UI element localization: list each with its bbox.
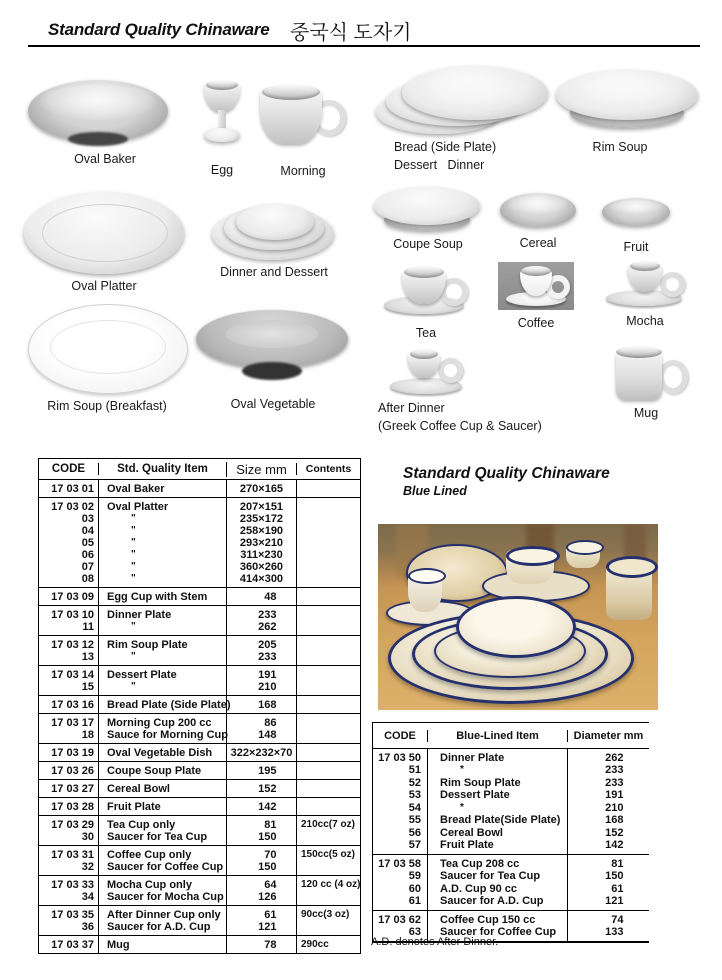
cell-line: 233 (605, 764, 624, 776)
table-cell-sizes (226, 606, 296, 635)
cell-line: 17 03 14 (51, 668, 94, 681)
cell-line: 121 (258, 920, 277, 933)
coupe-soup-label: Coupe Soup (393, 237, 463, 251)
table-cell-sizes (226, 936, 296, 953)
cell-line: Tea Cup 208 cc (440, 857, 520, 870)
table-section (39, 762, 360, 780)
cell-line: 191 (605, 789, 624, 801)
cell-line: Saucer for Coffee Cup (440, 926, 557, 938)
cell-line: Fruit Plate (440, 839, 494, 851)
cell-line: 57 (408, 839, 421, 851)
cell-line: Egg Cup with Stem (107, 590, 208, 603)
coffee-cup-image (498, 262, 574, 310)
cell-line: 59 (408, 870, 421, 882)
cell-line: 36 (81, 920, 94, 933)
fruit-bowl-image (602, 196, 670, 230)
cell-line: " (131, 650, 136, 662)
col-header-contents: Contents (296, 463, 360, 475)
cell-line: 81 (264, 818, 277, 831)
table-cell-sizes (226, 798, 296, 815)
cell-line: 18 (81, 728, 94, 741)
cell-line: " (131, 524, 136, 536)
table-cell-codes (39, 936, 98, 953)
table-cell-codes (39, 696, 98, 713)
bread-dessert-dinner-image (376, 64, 548, 136)
cell-line: Coupe Soup Plate (107, 764, 202, 777)
table-cell-items (98, 876, 226, 905)
cell-line: Dinner Plate (440, 751, 505, 764)
after-dinner-cup-image (390, 346, 464, 396)
cell-line: 74 (611, 913, 624, 926)
cell-line: " (131, 536, 136, 548)
table-cell-items (427, 749, 567, 854)
cell-line: 61 (264, 908, 277, 921)
bread-label-line1: Bread (Side Plate) (394, 140, 497, 154)
table-cell-contents (296, 606, 360, 635)
cell-line: 360×260 (239, 560, 284, 573)
table-cell-sizes (226, 588, 296, 605)
table-cell-contents (296, 714, 360, 743)
col-header-item: Std. Quality Item (98, 463, 226, 475)
cell-line: 34 (81, 890, 94, 903)
cell-line: 17 03 10 (51, 608, 94, 621)
cell-line: 207×151 (239, 500, 284, 513)
cell-line: * (460, 764, 464, 775)
cell-line: 210 (258, 680, 277, 693)
cell-line: A.D. Cup 90 cc (440, 882, 518, 895)
table-cell-contents (296, 846, 360, 875)
table-section (39, 636, 360, 666)
cereal-bowl-image (500, 191, 576, 233)
photo-front-bowl (456, 596, 576, 658)
cell-line: 150cc(5 oz) (301, 848, 355, 860)
cell-line: 17 03 35 (51, 908, 94, 921)
table-section (39, 876, 360, 906)
cell-line: 17 03 27 (51, 782, 94, 795)
cell-line: 70 (264, 848, 277, 861)
cell-line: Coffee Cup only (107, 848, 192, 861)
table-cell-codes (39, 816, 98, 845)
cell-line: 78 (264, 938, 277, 951)
table-cell-items (98, 906, 226, 935)
table-cell-contents (296, 480, 360, 497)
cell-line: 210cc(7 oz) (301, 818, 355, 830)
cell-line: 32 (81, 860, 94, 873)
table-cell-sizes (226, 762, 296, 779)
bread-label-line2: Dessert Dinner (394, 158, 485, 172)
col-header-size: Size mm (226, 462, 296, 477)
table-cell-codes (39, 636, 98, 665)
cell-line: 90cc(3 oz) (301, 908, 350, 920)
cell-line: 322×232×70 (230, 746, 293, 759)
table-cell-contents (296, 816, 360, 845)
table-section (39, 588, 360, 606)
cell-line: 17 03 58 (378, 857, 421, 870)
table-cell-sizes (226, 636, 296, 665)
cell-line: 17 03 62 (378, 913, 421, 926)
cell-line: 191 (258, 668, 277, 681)
table-cell-codes (39, 798, 98, 815)
table-cell-sizes (226, 906, 296, 935)
blue-table-body (373, 749, 649, 941)
table-section (39, 780, 360, 798)
cell-line: 07 (81, 560, 94, 573)
cell-line: Rim Soup Plate (440, 776, 521, 789)
table-cell-sizes (226, 876, 296, 905)
mug-label: Mug (633, 406, 659, 420)
table-cell-items (98, 588, 226, 605)
table-cell-contents (296, 936, 360, 953)
table-cell-contents (296, 876, 360, 905)
col-header-code: CODE (384, 729, 416, 742)
cell-line: 17 03 19 (51, 746, 94, 759)
cell-line: 05 (81, 536, 94, 549)
cell-line: 168 (605, 814, 624, 826)
cell-line: Tea Cup only (107, 818, 176, 831)
table-cell-sizes (226, 846, 296, 875)
cell-line: 60 (408, 882, 421, 895)
oval-platter-label: Oval Platter (71, 279, 137, 293)
cell-line: " (131, 512, 136, 524)
table-cell-codes (39, 906, 98, 935)
cell-line: 152 (258, 782, 277, 795)
table-cell-items (98, 936, 226, 953)
cell-line: 17 03 28 (51, 800, 94, 813)
cell-line: 61 (611, 882, 624, 895)
oval-platter-image (24, 192, 184, 274)
morning-label: Morning (280, 164, 326, 178)
table-cell-contents (296, 666, 360, 695)
cell-line: Cereal Bowl (107, 782, 170, 795)
cell-line: Dinner Plate (107, 608, 172, 621)
table-cell-items (98, 798, 226, 815)
table-cell-codes (39, 780, 98, 797)
cell-line: Bread Plate(Side Plate) (440, 814, 561, 826)
table-cell-items (98, 846, 226, 875)
cell-line: 17 03 09 (51, 590, 94, 603)
cell-line: 17 03 12 (51, 638, 94, 651)
after-dinner-label-line2: (Greek Coffee Cup & Saucer) (378, 419, 542, 433)
cell-line: Saucer for A.D. Cup (440, 895, 544, 907)
table-cell-sizes (226, 696, 296, 713)
cell-line: 56 (408, 826, 421, 839)
table-cell-sizes (226, 816, 296, 845)
table-cell-items (98, 666, 226, 695)
cell-line: 08 (81, 572, 94, 585)
std-quality-table (38, 458, 361, 954)
cell-line: 233 (258, 650, 277, 663)
cell-line: Saucer for Coffee Cup (107, 860, 224, 873)
table-section (39, 798, 360, 816)
table-cell-codes (373, 855, 427, 910)
table-cell-contents (296, 588, 360, 605)
table-cell-items (98, 780, 226, 797)
title-divider (28, 45, 700, 47)
table-cell-items (98, 816, 226, 845)
page-title-korean: 중국식 도자기 (290, 22, 412, 44)
table-cell-sizes (226, 744, 296, 761)
cell-line: 126 (258, 890, 277, 903)
footnote: A.D. denotes After Dinner. (371, 936, 499, 948)
oval-baker-image (28, 76, 168, 152)
table-cell-contents (296, 744, 360, 761)
cell-line: 17 03 31 (51, 848, 94, 861)
cell-line: 235×172 (239, 512, 284, 525)
cell-line: 86 (264, 716, 277, 729)
cell-line: Saucer for A.D. Cup (107, 920, 211, 933)
after-dinner-label-line1: After Dinner (378, 401, 445, 415)
cell-line: Dessert Plate (107, 668, 177, 681)
cell-line: 17 03 29 (51, 818, 94, 831)
table-cell-sizes (226, 666, 296, 695)
table-section (39, 480, 360, 498)
cell-line: 133 (605, 926, 624, 938)
cell-line: " (131, 620, 136, 632)
col-header-item: Blue-Lined Item (427, 730, 567, 742)
table-section (39, 606, 360, 636)
blue-lined-title: Standard Quality Chinaware (403, 465, 610, 482)
cell-line: 63 (408, 926, 421, 938)
coupe-soup-image (374, 187, 480, 233)
page-title: Standard Quality Chinaware (48, 20, 270, 39)
cell-line: Sauce for Morning Cup (107, 728, 228, 741)
cell-line: 290cc (301, 938, 329, 950)
cell-line: 17 03 37 (51, 938, 94, 951)
table-cell-codes (373, 749, 427, 854)
cell-line: 61 (408, 895, 421, 907)
cell-line: " (131, 680, 136, 692)
cell-line: 262 (258, 620, 277, 633)
cell-line: 152 (605, 826, 624, 839)
cell-line: 55 (408, 814, 421, 826)
blue-table-header (373, 723, 649, 749)
cell-line: 205 (258, 638, 277, 651)
fruit-label: Fruit (623, 240, 649, 254)
cell-line: Dessert Plate (440, 789, 510, 801)
table-cell-contents (296, 798, 360, 815)
cell-line: 414×300 (239, 572, 284, 585)
cell-line: 81 (611, 857, 624, 870)
cell-line: 11 (82, 620, 94, 633)
table-section (373, 749, 649, 855)
tea-cup-image (384, 262, 466, 314)
cell-line: 293×210 (239, 536, 284, 549)
table-cell-items (427, 855, 567, 910)
cell-line: Saucer for Tea Cup (440, 870, 541, 882)
cell-line: 04 (81, 524, 94, 537)
cell-line: 233 (258, 608, 277, 621)
cell-line: 210 (605, 801, 624, 814)
table-cell-contents (296, 696, 360, 713)
table-cell-codes (39, 762, 98, 779)
table-cell-codes (39, 714, 98, 743)
table-section (39, 696, 360, 714)
table-cell-contents (296, 498, 360, 587)
rim-soup-label: Rim Soup (592, 140, 648, 154)
cell-line: " (131, 560, 136, 572)
cell-line: 142 (258, 800, 277, 813)
table-cell-sizes (226, 780, 296, 797)
table-section (373, 855, 649, 911)
cell-line: * (460, 801, 464, 813)
std-table-body (39, 480, 360, 953)
cell-line: Morning Cup 200 cc (107, 716, 212, 729)
table-cell-sizes (226, 480, 296, 497)
cell-line: 03 (81, 512, 94, 525)
cell-line: 53 (408, 789, 421, 801)
table-cell-items (98, 636, 226, 665)
cell-line: 150 (258, 830, 277, 843)
table-cell-diameters (567, 911, 649, 941)
table-cell-items (98, 696, 231, 713)
table-cell-codes (39, 744, 98, 761)
blue-lined-table (372, 722, 649, 943)
cell-line: 51 (408, 764, 421, 776)
table-cell-codes (39, 480, 98, 497)
cell-line: 17 03 26 (51, 764, 94, 777)
cell-line: 17 03 01 (51, 482, 94, 495)
cell-line: Rim Soup Plate (107, 638, 188, 651)
col-header-diameter: Diameter mm (567, 730, 649, 742)
mocha-cup-image (606, 260, 684, 306)
egg-label: Egg (210, 163, 234, 177)
table-cell-codes (39, 606, 98, 635)
cell-line: 30 (81, 830, 94, 843)
table-cell-codes (39, 846, 98, 875)
table-section (39, 744, 360, 762)
table-section (39, 936, 360, 953)
cell-line: 233 (605, 776, 624, 789)
morning-cup-image (258, 82, 344, 148)
table-cell-diameters (567, 855, 649, 910)
table-cell-codes (39, 498, 98, 587)
table-cell-items (98, 762, 226, 779)
cell-line: 17 03 50 (378, 751, 421, 764)
cell-line: 150 (258, 860, 277, 873)
tea-label: Tea (415, 326, 437, 340)
rim-soup-image (556, 70, 698, 134)
table-section (39, 498, 360, 588)
blue-lined-photo (378, 524, 658, 710)
cell-line: 142 (605, 839, 624, 851)
coffee-label: Coffee (517, 316, 555, 330)
cell-line: 195 (258, 764, 277, 777)
cell-line: 121 (605, 895, 624, 907)
cell-line: 262 (605, 751, 624, 764)
table-cell-contents (296, 906, 360, 935)
dinner-dessert-image (212, 198, 334, 262)
cell-line: 17 03 17 (51, 716, 94, 729)
cell-line: Coffee Cup 150 cc (440, 913, 536, 926)
cell-line: Saucer for Mocha Cup (107, 890, 224, 903)
table-section (39, 846, 360, 876)
cell-line: 120 cc (4 oz) (301, 878, 361, 890)
cell-line: 13 (81, 650, 94, 663)
table-cell-items (98, 480, 226, 497)
cell-line: 311×230 (240, 548, 283, 561)
cell-line: 148 (258, 728, 277, 741)
table-cell-codes (39, 588, 98, 605)
cell-line: Oval Vegetable Dish (107, 746, 213, 759)
cell-line: 17 03 02 (51, 500, 94, 513)
cell-line: 52 (408, 776, 421, 789)
table-cell-items (98, 606, 226, 635)
cell-line: Fruit Plate (107, 800, 161, 813)
table-cell-contents (296, 636, 360, 665)
cell-line: 168 (258, 698, 277, 711)
cell-line: 64 (264, 878, 277, 891)
oval-vegetable-label: Oval Vegetable (230, 397, 316, 411)
cell-line: Oval Platter (107, 500, 169, 513)
cell-line: 48 (264, 590, 277, 603)
cell-line: Oval Baker (107, 482, 165, 495)
cell-line: 15 (81, 680, 94, 693)
rim-soup-breakfast-label: Rim Soup (Breakfast) (47, 399, 167, 413)
table-cell-items (98, 498, 226, 587)
table-section (39, 906, 360, 936)
cell-line: 270×165 (239, 482, 284, 495)
cell-line: 17 03 33 (51, 878, 94, 891)
oval-vegetable-image (196, 310, 348, 384)
cereal-label: Cereal (519, 236, 557, 250)
cell-line: 06 (81, 548, 94, 561)
cell-line: After Dinner Cup only (107, 908, 221, 921)
cell-line: Mug (107, 938, 130, 951)
table-cell-sizes (226, 714, 296, 743)
oval-baker-label: Oval Baker (74, 152, 136, 166)
table-cell-items (98, 744, 226, 761)
table-cell-diameters (567, 749, 649, 854)
cell-line: " (131, 548, 136, 560)
cell-line: Saucer for Tea Cup (107, 830, 208, 843)
cell-line: 258×190 (239, 524, 284, 537)
cell-line: Cereal Bowl (440, 826, 503, 839)
cell-line: Mocha Cup only (107, 878, 192, 891)
dinner-dessert-label: Dinner and Dessert (220, 265, 328, 279)
col-header-code: CODE (51, 463, 86, 475)
rim-soup-breakfast-image (28, 304, 186, 392)
table-section (39, 666, 360, 696)
egg-cup-image (200, 80, 244, 148)
cell-line: Bread Plate (Side Plate) (107, 698, 231, 711)
table-cell-codes (39, 876, 98, 905)
std-table-header (39, 459, 360, 480)
cell-line: " (131, 572, 136, 584)
cell-line: 150 (605, 870, 624, 882)
blue-lined-subtitle: Blue Lined (403, 484, 467, 498)
table-section (39, 816, 360, 846)
table-cell-contents (296, 780, 360, 797)
table-cell-items (98, 714, 226, 743)
mocha-label: Mocha (626, 314, 664, 328)
table-cell-codes (39, 666, 98, 695)
cell-line: 17 03 16 (51, 698, 94, 711)
table-cell-sizes (226, 498, 296, 587)
table-section (39, 714, 360, 744)
cell-line: 54 (408, 801, 421, 814)
mug-image (614, 346, 682, 402)
table-cell-contents (296, 762, 360, 779)
